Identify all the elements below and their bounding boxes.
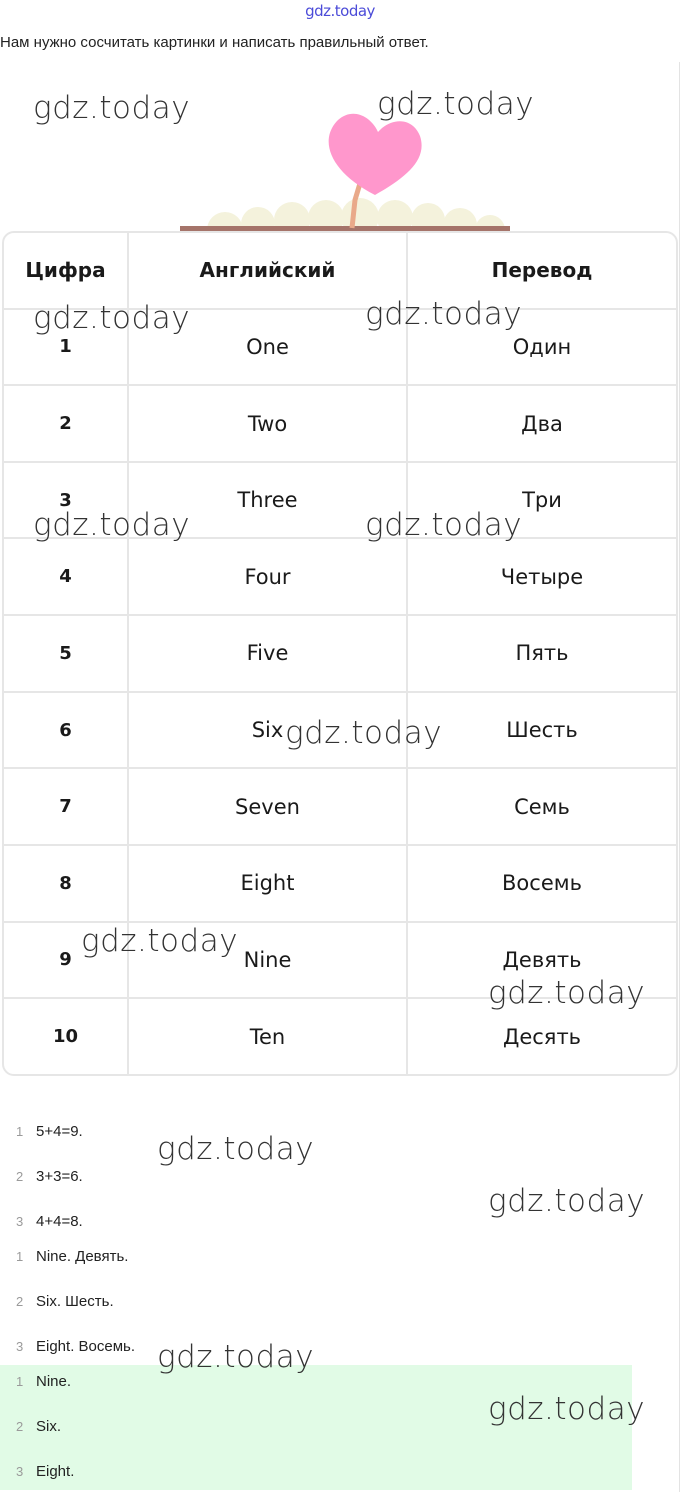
item-text: Eight. [36, 1463, 75, 1480]
item-number: 3 [16, 1464, 24, 1479]
watermark: gdz.today [488, 1183, 646, 1219]
digit-cell: 9 [4, 922, 128, 999]
list-item [16, 1123, 83, 1145]
table-header-row [4, 233, 676, 309]
table-row [4, 692, 676, 769]
item-text: Six. [36, 1418, 62, 1435]
table-row [4, 998, 676, 1074]
list-item [16, 1248, 128, 1270]
item-number: 3 [16, 1339, 24, 1354]
item-number: 2 [16, 1169, 24, 1184]
watermark: gdz.today [81, 923, 239, 959]
digit-cell: 2 [4, 385, 128, 462]
english-cell: Two [128, 385, 407, 462]
watermark: gdz.today [377, 86, 535, 122]
digit-cell: 5 [4, 615, 128, 692]
watermark: gdz.today [488, 1391, 646, 1427]
task-instruction: Нам нужно сосчитать картинки и написать правильный ответ. [0, 34, 429, 51]
translation-cell: Десять [407, 998, 676, 1074]
item-text: Eight. Восемь. [36, 1338, 136, 1355]
english-cell: Five [128, 615, 407, 692]
digit-cell: 10 [4, 998, 128, 1074]
list-item [16, 1338, 135, 1360]
list-item [16, 1463, 74, 1485]
watermark: gdz.today [157, 1131, 315, 1167]
heart-plant-illustration [0, 60, 680, 235]
item-text: Nine. Девять. [36, 1248, 129, 1265]
watermark: gdz.today [33, 90, 191, 126]
item-number: 1 [16, 1249, 24, 1264]
digit-cell: 4 [4, 538, 128, 615]
translation-cell: Один [407, 309, 676, 386]
translation-cell: Девять [407, 922, 676, 999]
digit-cell: 6 [4, 692, 128, 769]
digit-cell: 1 [4, 309, 128, 386]
watermark: gdz.today [488, 975, 646, 1011]
translation-cell: Два [407, 385, 676, 462]
english-cell: Nine [128, 922, 407, 999]
translation-cell: Восемь [407, 845, 676, 922]
item-text: Nine. [36, 1373, 72, 1390]
watermark: gdz.today [365, 507, 523, 543]
digit-cell: 3 [4, 462, 128, 539]
heart-shape [329, 114, 422, 195]
english-cell: One [128, 309, 407, 386]
table-row [4, 462, 676, 539]
english-cell: Six [128, 692, 407, 769]
item-number: 3 [16, 1214, 24, 1229]
item-text: 3+3=6. [36, 1168, 83, 1185]
table-row [4, 309, 676, 386]
english-cell: Four [128, 538, 407, 615]
english-cell: Ten [128, 998, 407, 1074]
item-number: 1 [16, 1374, 24, 1389]
watermark: gdz.today [33, 507, 191, 543]
table-row [4, 845, 676, 922]
site-link[interactable]: gdz.today [305, 2, 375, 20]
watermark: gdz.today [157, 1339, 315, 1375]
list-item [16, 1373, 71, 1395]
list-item [16, 1293, 114, 1315]
english-cell: Eight [128, 845, 407, 922]
item-text: 5+4=9. [36, 1123, 83, 1140]
digit-cell: 7 [4, 768, 128, 845]
translation-cell: Три [407, 462, 676, 539]
column-header: Перевод [407, 233, 676, 309]
item-number: 2 [16, 1419, 24, 1434]
list-item [16, 1213, 83, 1235]
column-header: Цифра [4, 233, 128, 309]
column-header: Английский [128, 233, 407, 309]
item-number: 1 [16, 1124, 24, 1139]
answer-highlight [0, 1365, 632, 1490]
translation-cell: Четыре [407, 538, 676, 615]
table-row [4, 385, 676, 462]
list-item [16, 1418, 61, 1440]
table-row [4, 538, 676, 615]
translation-cell: Семь [407, 768, 676, 845]
table-row [4, 922, 676, 999]
english-cell: Seven [128, 768, 407, 845]
translation-cell: Шесть [407, 692, 676, 769]
list-item [16, 1168, 83, 1190]
watermark: gdz.today [285, 715, 443, 751]
digit-cell: 8 [4, 845, 128, 922]
english-cell: Three [128, 462, 407, 539]
watermark: gdz.today [365, 296, 523, 332]
watermark: gdz.today [33, 300, 191, 336]
table-row [4, 615, 676, 692]
numbers-table [2, 231, 678, 1076]
item-text: 4+4=8. [36, 1213, 83, 1230]
item-text: Six. Шесть. [36, 1293, 114, 1310]
item-number: 2 [16, 1294, 24, 1309]
translation-cell: Пять [407, 615, 676, 692]
table-row [4, 768, 676, 845]
